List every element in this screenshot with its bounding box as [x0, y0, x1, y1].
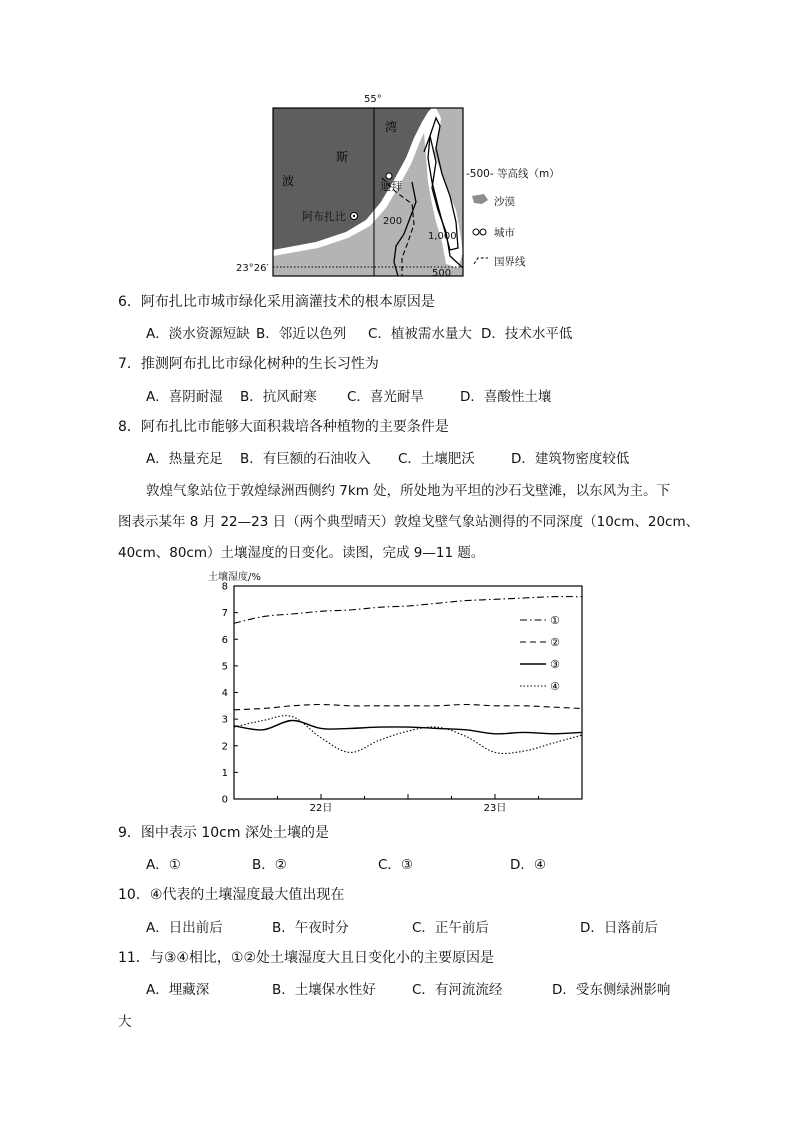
option-a: A．日出前后 — [146, 920, 223, 936]
map-contour-200: 200 — [383, 216, 403, 227]
option-c: C．③ — [378, 857, 414, 873]
option-c: C．土壤肥沃 — [398, 451, 475, 467]
passage-line: 敦煌气象站位于敦煌绿洲西侧约 7km 处，所处地为平坦的沙石戈壁滩，以东风为主。下 — [146, 483, 671, 499]
legend-desert-label: 沙漠 — [494, 196, 515, 208]
question-stem: 6．阿布扎比市城市绿化采用滴灌技术的根本原因是 — [118, 294, 435, 310]
option-b: B．② — [252, 857, 287, 873]
y-tick-label: 6 — [221, 634, 228, 646]
legend-desert-swatch — [472, 194, 488, 204]
option-c: C．植被需水量大 — [368, 326, 472, 342]
legend-city-symbol — [473, 229, 479, 235]
passage-line: 40cm、80cm）土壤湿度的日变化。读图，完成 9—11 题。 — [118, 545, 485, 561]
legend-city-symbol-2 — [480, 229, 486, 235]
chart-ylabel: 土壤湿度/% — [208, 572, 261, 583]
option-c: C．有河流流经 — [412, 982, 503, 998]
question-stem: 8．阿布扎比市能够大面积栽培各种植物的主要条件是 — [118, 419, 449, 435]
map-contour-500: 500 — [432, 268, 452, 279]
option-b: B．邻近以色列 — [256, 326, 347, 342]
option-c: C．正午前后 — [412, 920, 489, 936]
option-d: D．喜酸性土壤 — [460, 389, 552, 405]
question-stem: 9．图中表示 10cm 深处土壤的是 — [118, 825, 329, 841]
option-a: A．① — [146, 857, 181, 873]
option-b: B．土壤保水性好 — [272, 982, 376, 998]
chart-plot — [198, 568, 598, 814]
y-tick-label: 3 — [221, 714, 228, 726]
y-tick-label: 2 — [221, 741, 228, 753]
option-b: B．抗风耐寒 — [240, 389, 317, 405]
map-sea-char-si: 斯 — [336, 150, 349, 164]
option-d: D．技术水平低 — [481, 326, 573, 342]
map-sea-char-wan: 湾 — [385, 120, 398, 134]
legend-label-2: ② — [550, 636, 560, 649]
chart-frame — [234, 586, 582, 799]
option-d: D．建筑物密度较低 — [511, 451, 630, 467]
legend-label-4: ④ — [550, 680, 560, 693]
legend-contour-label: -500- 等高线（m） — [466, 168, 560, 180]
option-a: A．埋藏深 — [146, 982, 210, 998]
passage-line: 图表示某年 8 月 22—23 日（两个典型晴天）敦煌戈壁气象站测得的不同深度（10cm、20cm、 — [118, 514, 700, 530]
option-a: A．热量充足 — [146, 451, 223, 467]
legend-border-label: 国界线 — [494, 256, 526, 268]
option-d: D．④ — [510, 857, 546, 873]
map-city-dubai: 迪拜 — [380, 180, 402, 193]
x-tick-label: 23日 — [483, 803, 507, 814]
series-line-2 — [234, 705, 582, 710]
y-tick-label: 8 — [221, 581, 228, 593]
map-lon-label: 55° — [364, 94, 382, 105]
question-stem: 7．推测阿布扎比市绿化树种的生长习性为 — [118, 356, 379, 372]
option-d: D．日落前后 — [580, 920, 658, 936]
option-a: A．淡水资源短缺 — [146, 326, 250, 342]
option-d-wrap: 大 — [118, 1014, 132, 1030]
map-contour-1000: 1,000 — [428, 231, 457, 242]
map-lat-label: 23°26′ — [236, 263, 269, 274]
legend-label-1: ① — [550, 614, 560, 627]
legend-city-label: 城市 — [494, 227, 515, 239]
legend-border-symbol — [474, 258, 488, 264]
series-line-1 — [234, 597, 582, 624]
question-stem: 10．④代表的土壤湿度最大值出现在 — [118, 887, 345, 903]
x-tick-label: 22日 — [309, 803, 333, 814]
legend-label-3: ③ — [550, 658, 560, 671]
y-tick-label: 1 — [221, 767, 228, 779]
city-abudhabi-dot — [353, 215, 355, 217]
option-c: C．喜光耐旱 — [347, 389, 424, 405]
option-b: B．午夜时分 — [272, 920, 349, 936]
y-tick-label: 4 — [221, 688, 228, 699]
option-b: B．有巨额的石油收入 — [240, 451, 371, 467]
y-tick-label: 5 — [221, 661, 228, 673]
y-tick-label: 0 — [221, 794, 228, 806]
map-figure — [236, 92, 566, 282]
y-tick-label: 7 — [221, 608, 228, 620]
map-sea-char-bo: 波 — [282, 174, 295, 188]
series-line-3 — [234, 720, 582, 733]
option-a: A．喜阴耐湿 — [146, 389, 223, 405]
option-d: D．受东侧绿洲影响 — [552, 982, 671, 998]
map-city-abudhabi: 阿布扎比 — [302, 210, 346, 223]
question-stem: 11．与③④相比，①②处土壤湿度大且日变化小的主要原因是 — [118, 950, 495, 966]
soil-moisture-chart — [198, 568, 598, 814]
